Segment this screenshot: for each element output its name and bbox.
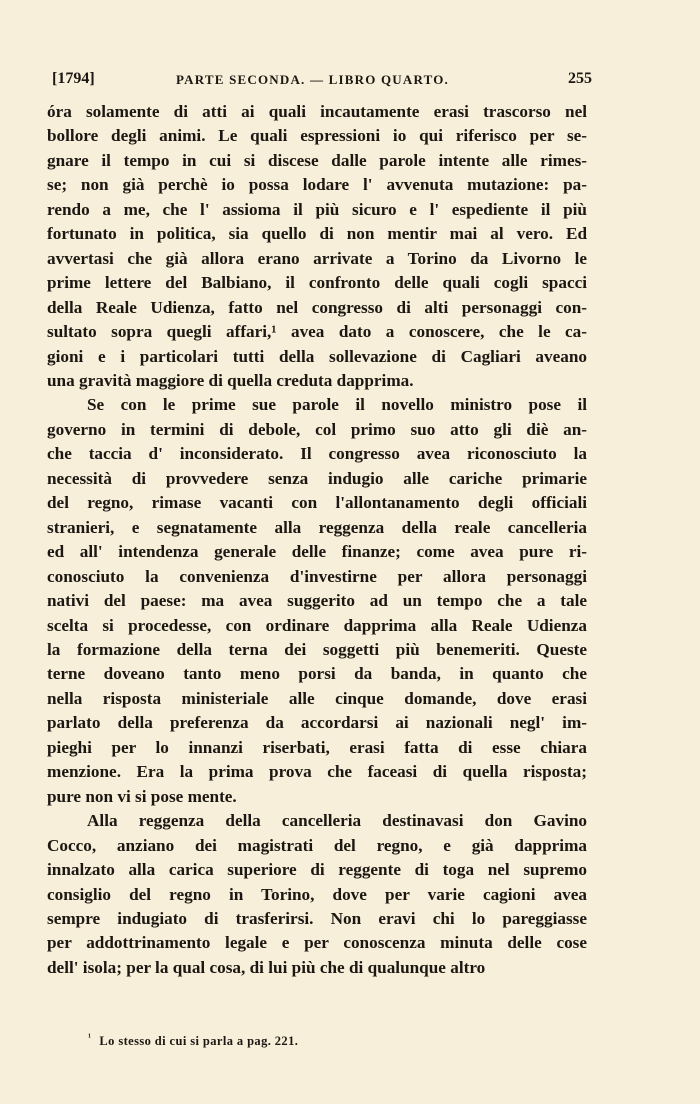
text-line: se; non già perchè io possa lodare l' avvenuta mutazione: pa- — [47, 175, 587, 195]
footnote — [88, 1032, 298, 1049]
text-line: consiglio del regno in Torino, dove per varie cagioni avea — [47, 884, 587, 904]
text-line: nativi del paese: ma avea suggerito ad un tempo che a tale — [47, 591, 587, 611]
text-line: della Reale Udienza, fatto nel congresso di alti personaggi con- — [47, 297, 587, 317]
text-line: del regno, rimase vacanti con l'allontanamento degli officiali — [47, 493, 587, 513]
text-line: gnare il tempo in cui si discese dalle parole intente alle rimes- — [47, 150, 587, 170]
text-line: scelta si procedesse, con ordinare dapprima alla Reale Udienza — [47, 615, 587, 635]
text-line: fortunato in politica, sia quello di non mentir mai al vero. Ed — [47, 224, 587, 244]
text-line: che taccia d' inconsiderato. Il congresso avea riconosciuto la — [47, 444, 587, 464]
text-line: pure non vi si pose mente. — [47, 786, 237, 806]
text-line: terne doveano tanto meno porsi da banda, in quanto che — [47, 664, 587, 684]
text-line: Se con le prime sue parole il novello ministro pose il — [87, 395, 587, 415]
text-line: ed all' intendenza generale delle finanze; come avea pure ri- — [47, 542, 587, 562]
header-year: [1794] — [52, 70, 95, 87]
text-line: sultato sopra quegli affari,¹ avea dato a conoscere, che le ca- — [47, 322, 587, 342]
text-line: menzione. Era la prima prova che faceasi di quella risposta; — [47, 762, 587, 782]
text-line: Cocco, anziano dei magistrati del regno, e già dapprima — [47, 835, 587, 855]
paragraph-3 — [47, 809, 587, 980]
text-line: sempre indugiato di trasferirsi. Non eravi chi lo pareggiasse — [47, 908, 587, 928]
text-line: una gravità maggiore di quella creduta dapprima. — [47, 370, 414, 390]
text-line: Alla reggenza della cancelleria destinavasi don Gavino — [87, 811, 587, 831]
text-line: gioni e i particolari tutti della sollevazione di Cagliari aveano — [47, 346, 587, 366]
paragraph-2 — [47, 393, 587, 809]
text-line: prime lettere del Balbiano, il confronto delle quali cogli spacci — [47, 273, 587, 293]
text-line: conosciuto la convenienza d'investirne per allora personaggi — [47, 566, 587, 586]
text-line: stranieri, e segnatamente alla reggenza della reale cancelleria — [47, 517, 587, 537]
text-line: necessità di provvedere senza indugio alle cariche primarie — [47, 468, 587, 488]
footnote-text: Lo stesso di cui si parla a pag. 221. — [99, 1034, 299, 1049]
text-line: parlato della preferenza da accordarsi ai nazionali negl' im- — [47, 713, 587, 733]
header-title: PARTE SECONDA. — LIBRO QUARTO. — [176, 72, 449, 87]
text-line: la formazione della terna dei soggetti più benemeriti. Queste — [47, 639, 587, 659]
text-line: bollore degli animi. Le quali espressioni io qui riferisco per se- — [47, 126, 587, 146]
text-line: innalzato alla carica superiore di reggente di toga nel supremo — [47, 860, 587, 880]
footnote-mark: ¹ — [88, 1032, 92, 1043]
text-line: per addottrinamento legale e per conoscenza minuta delle cose — [47, 933, 587, 953]
text-line: nella risposta ministeriale alle cinque domande, dove erasi — [47, 688, 587, 708]
page-number: 255 — [568, 70, 592, 87]
text-line: avvertasi che già allora erano arrivate a Torino da Livorno le — [47, 248, 587, 268]
text-line: rendo a me, che l' assioma il più sicuro e l' espediente il più — [47, 199, 587, 219]
text-line: governo in termini di debole, col primo suo atto gli diè an- — [47, 419, 587, 439]
body-text — [47, 100, 587, 980]
text-line: dell' isola; per la qual cosa, di lui più che di qualunque altro — [47, 957, 486, 977]
text-line: óra solamente di atti ai quali incautamente erasi trascorso nel — [47, 102, 587, 121]
paragraph-1 — [47, 100, 587, 393]
text-line: pieghi per lo innanzi riserbati, erasi fatta di esse chiara — [47, 737, 587, 757]
running-header — [52, 70, 592, 92]
